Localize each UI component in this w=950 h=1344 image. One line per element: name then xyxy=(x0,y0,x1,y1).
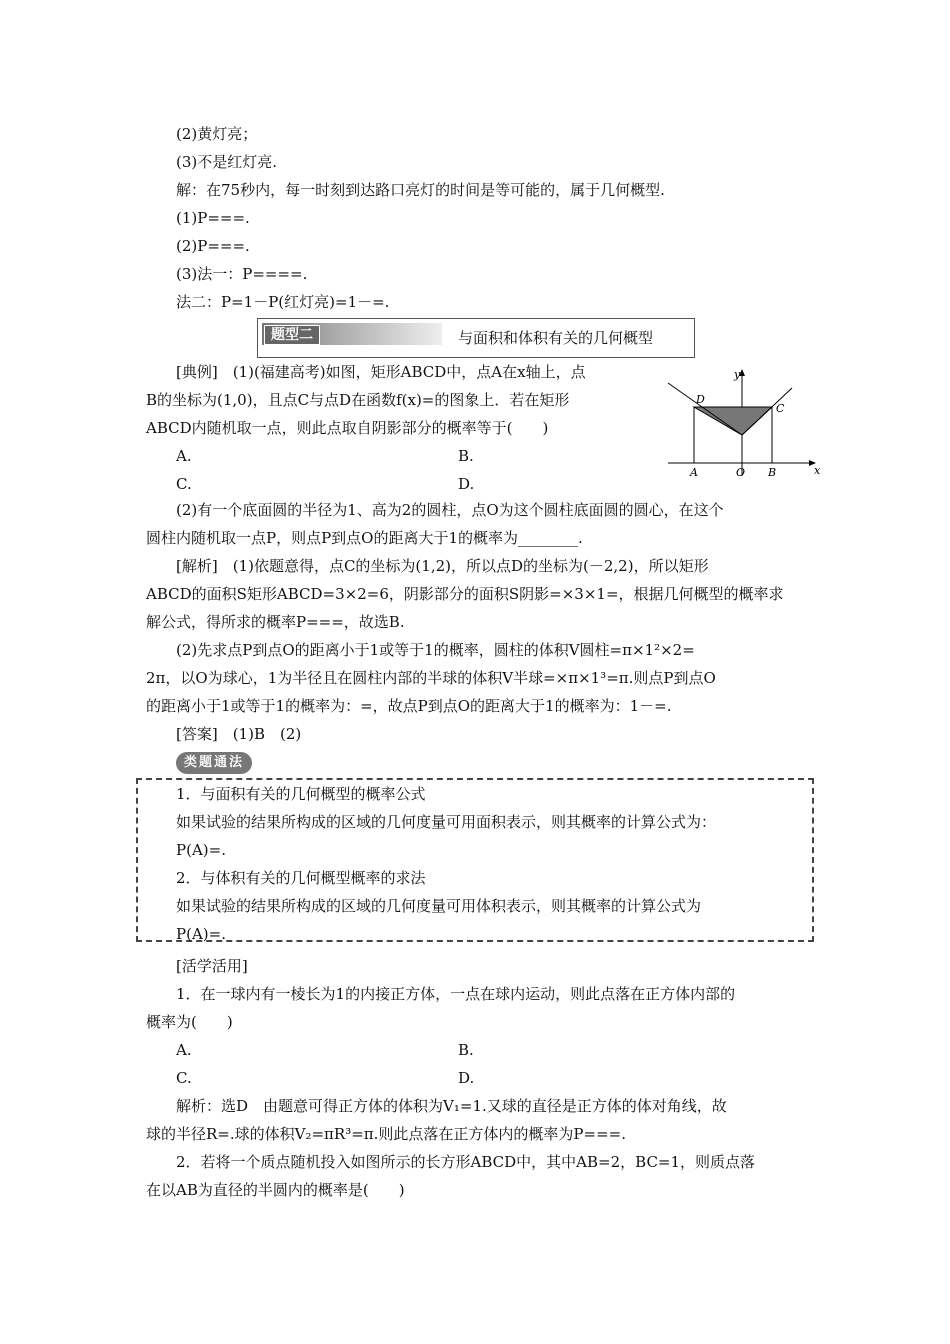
function-graph-figure xyxy=(664,366,824,478)
banner-title: 与面积和体积有关的几何概型 xyxy=(458,329,654,347)
label-a: A xyxy=(690,466,698,478)
text-line: (1)P===. xyxy=(176,209,250,227)
label-c: C xyxy=(776,402,785,415)
example-line: [典例] (1)(福建高考)如图，矩形ABCD中，点A在x轴上，点 xyxy=(176,363,586,381)
body-line: (2)有一个底面圆的半径为1、高为2的圆柱，点O为这个圆柱底面圆的圆心，在这个 xyxy=(176,501,724,519)
solution-line: 在以AB为直径的半圆内的概率是( ) xyxy=(146,1181,405,1199)
box-line: 如果试验的结果所构成的区域的几何度量可用体积表示，则其概率的计算公式为 xyxy=(176,897,702,915)
option-d: D. xyxy=(458,475,475,493)
solution-line: 解析：选D 由题意可得正方体的体积为V₁=1.又球的直径是正方体的体对角线，故 xyxy=(176,1097,727,1115)
body-line: 的距离小于1或等于1的概率为：=，故点P到点O的距离大于1的概率为：1－=. xyxy=(146,697,672,715)
box-line: 如果试验的结果所构成的区域的几何度量可用面积表示，则其概率的计算公式为： xyxy=(176,813,717,831)
text-line: 法二：P=1－P(红灯亮)=1－=. xyxy=(176,293,390,311)
text-line: (2)P===. xyxy=(176,237,250,255)
label-d: D xyxy=(696,393,705,406)
body-line: 解公式，得所求的概率P===，故选B. xyxy=(146,613,405,631)
label-o: O xyxy=(736,466,746,478)
practice-line: [活学活用] xyxy=(176,957,248,975)
solution-line: 球的半径R=.球的体积V₂=πR³=π.则此点落在正方体内的概率为P===. xyxy=(146,1125,626,1143)
box-line: 1．与面积有关的几何概型的概率公式 xyxy=(176,785,426,803)
body-line: [解析] (1)依题意得，点C的坐标为(1,2)，所以点D的坐标为(－2,2)，所以矩形 xyxy=(176,557,709,575)
text-line: (3)法一：P====. xyxy=(176,265,308,283)
banner-tag-label: 题型二 xyxy=(264,325,320,345)
answer-line: [答案] (1)B (2) xyxy=(176,725,302,743)
option-b: B. xyxy=(458,1041,474,1059)
text-line: (2)黄灯亮； xyxy=(176,125,258,143)
banner-tag xyxy=(262,323,442,345)
label-x: x xyxy=(814,464,821,477)
box-line: P(A)=. xyxy=(176,841,226,859)
practice-line: 1．在一球内有一棱长为1的内接正方体，一点在球内运动，则此点落在正方体内部的 xyxy=(176,985,736,1003)
box-line: P(A)=. xyxy=(176,925,226,943)
option-d: D. xyxy=(458,1069,475,1087)
box-line: 2．与体积有关的几何概型概率的求法 xyxy=(176,869,426,887)
option-a: A. xyxy=(176,1041,192,1059)
body-line: ABCD的面积S矩形ABCD=3×2=6，阴影部分的面积S阴影=×3×1=，根据几何概型的概率求 xyxy=(146,585,784,603)
solution-line: 2．若将一个质点随机投入如图所示的长方形ABCD中，其中AB=2，BC=1，则质点落 xyxy=(176,1153,756,1171)
option-c: C. xyxy=(176,1069,192,1087)
text-line: (3)不是红灯亮. xyxy=(176,153,278,171)
body-line: 2π，以O为球心，1为半径且在圆柱内部的半球的体积V半球=×π×1³=π.则点P到点O xyxy=(146,669,716,687)
text-line: 解：在75秒内，每一时刻到达路口亮灯的时间是等可能的，属于几何概型. xyxy=(176,181,665,199)
practice-line: 概率为( ) xyxy=(146,1013,233,1031)
example-line: B的坐标为(1,0)，且点C与点D在函数f(x)=的图象上．若在矩形 xyxy=(146,391,570,409)
option-b: B. xyxy=(458,447,474,465)
label-b: B xyxy=(768,466,777,478)
option-a: A. xyxy=(176,447,192,465)
body-line: 圆柱内随机取一点P，则点P到点O的距离大于1的概率为________. xyxy=(146,529,583,547)
label-y: y xyxy=(734,368,741,381)
method-badge: 类题通法 xyxy=(176,752,252,774)
option-c: C. xyxy=(176,475,192,493)
section-banner xyxy=(257,318,695,358)
body-line: (2)先求点P到点O的距离小于1或等于1的概率，圆柱的体积V圆柱=π×1²×2= xyxy=(176,641,695,659)
example-line: ABCD内随机取一点，则此点取自阴影部分的概率等于( ) xyxy=(146,419,549,437)
